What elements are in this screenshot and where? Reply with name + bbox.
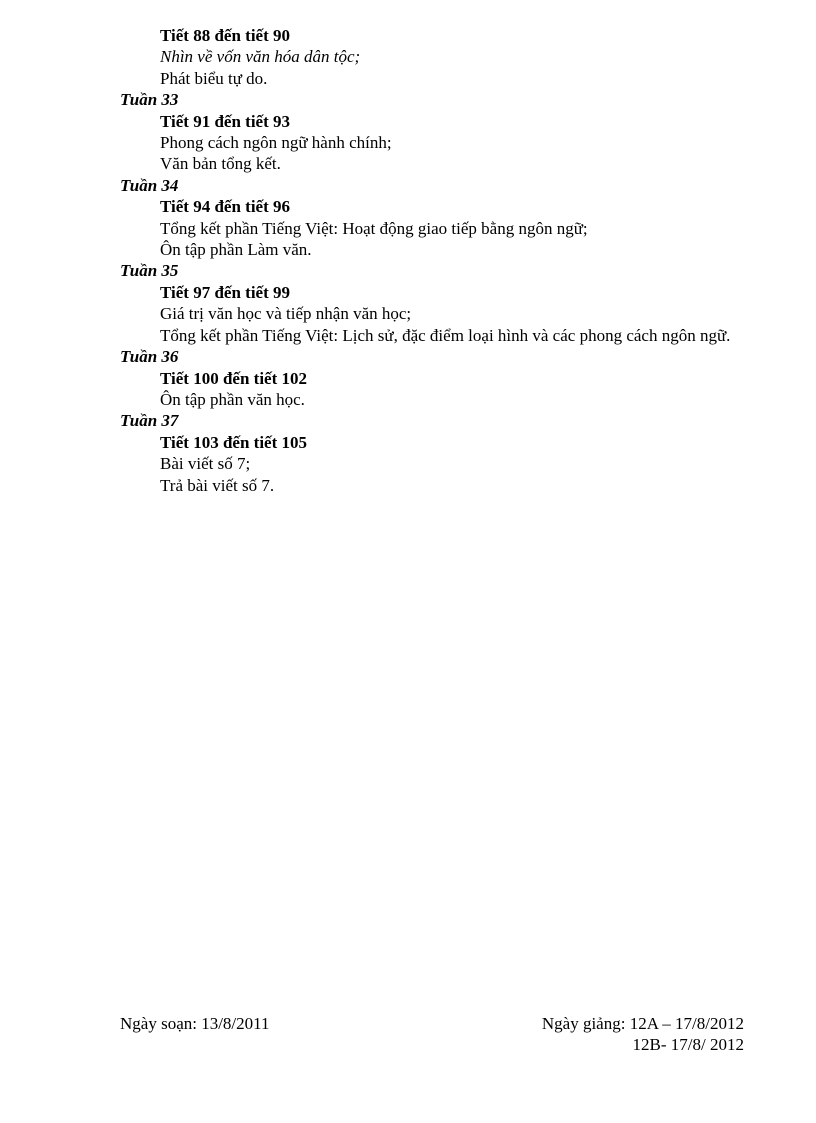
intro-section [120,25,740,89]
prep-date: Ngày soạn: 13/8/2011 [120,1014,270,1033]
period-heading: Tiết 100 đến tiết 102 [160,368,308,388]
teaching-date-block [542,1013,744,1056]
week-heading: Tuần 35 [120,261,179,281]
week-section-36 [120,346,740,410]
period-heading: Tiết 97 đến tiết 99 [160,282,291,302]
lesson-item: Ôn tập phần Làm văn. [160,240,312,260]
lesson-plan-body [120,25,740,496]
lesson-item: Nhìn về vốn văn hóa dân tộc; [160,47,361,67]
period-heading: Tiết 88 đến tiết 90 [160,26,291,45]
week-section-34 [120,175,740,261]
teaching-date-12a: Ngày giảng: 12A – 17/8/2012 [541,1014,744,1033]
week-heading: Tuần 33 [120,90,179,110]
lesson-item: Tổng kết phần Tiếng Việt: Hoạt động giao tiếp bằng ngôn ngữ; [160,218,588,238]
lesson-item: Ôn tập phần văn học. [160,389,305,409]
week-heading: Tuần 34 [120,175,179,195]
lesson-item: Bài viết số 7; [160,454,251,474]
week-section-33 [120,89,740,175]
week-section-37 [120,410,740,496]
period-heading: Tiết 94 đến tiết 96 [160,197,291,217]
week-heading: Tuần 36 [120,347,179,367]
lesson-item: Phong cách ngôn ngữ hành chính; [160,133,392,153]
week-heading: Tuần 37 [120,411,179,431]
lesson-item: Phát biểu tự do. [160,68,268,88]
period-heading: Tiết 103 đến tiết 105 [160,432,308,452]
lesson-item: Giá trị văn học và tiếp nhận văn học; [160,304,412,324]
period-heading: Tiết 91 đến tiết 93 [160,111,291,131]
teaching-date-12b: 12B- 17/8/ 2012 [632,1035,744,1055]
lesson-item: Văn bản tổng kết. [160,154,281,174]
lesson-item: Tổng kết phần Tiếng Việt: Lịch sử, đặc điểm loại hình và các phong cách ngôn ngữ. [160,325,731,345]
lesson-item: Trả bài viết số 7. [160,475,275,495]
week-section-35 [120,260,740,346]
